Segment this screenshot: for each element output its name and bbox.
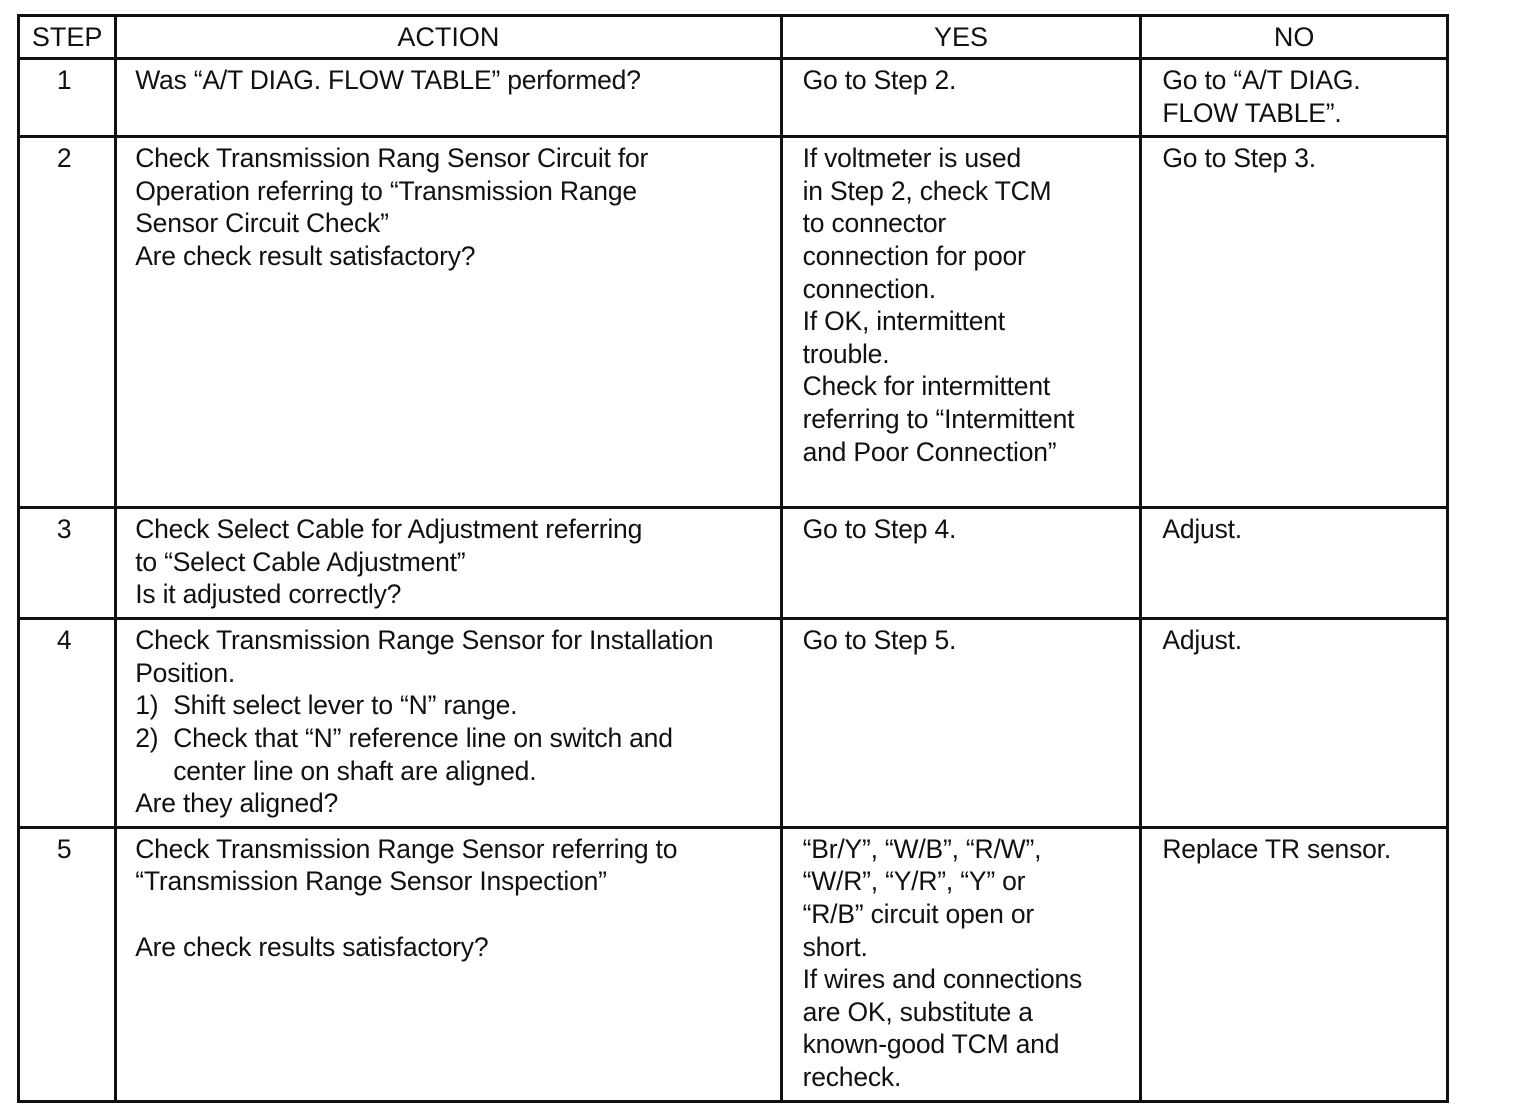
step-number: 4 xyxy=(56,625,72,656)
step-cell xyxy=(19,137,116,508)
yes-text: referring to “Intermittent xyxy=(802,403,1075,434)
substep-text xyxy=(173,689,517,722)
no-cell xyxy=(1141,137,1448,508)
action-text: Check Select Cable for Adjustment referring xyxy=(135,514,643,545)
step-number: 1 xyxy=(56,65,72,95)
action-text: Check Transmission Rang Sensor Circuit for xyxy=(135,143,649,174)
step-cell xyxy=(19,827,116,1101)
yes-text: connection. xyxy=(802,273,936,304)
action-cell xyxy=(116,619,781,828)
yes-text: in Step 2, check TCM xyxy=(802,175,1052,206)
no-text: Replace TR sensor. xyxy=(1162,833,1391,864)
step-cell xyxy=(19,619,116,828)
yes-text: trouble. xyxy=(802,338,890,369)
spacer xyxy=(135,898,773,931)
yes-text: recheck. xyxy=(802,1061,902,1092)
step-number: 2 xyxy=(56,143,72,174)
action-text: to “Select Cable Adjustment” xyxy=(135,546,466,577)
substep-line: Shift select lever to “N” range. xyxy=(173,690,518,721)
yes-text: short. xyxy=(802,931,868,962)
step-cell xyxy=(19,59,116,137)
yes-text: If OK, intermittent xyxy=(802,306,1005,337)
table-header xyxy=(19,16,1448,59)
step-number: 5 xyxy=(56,833,72,864)
yes-text: Go to Step 5. xyxy=(802,625,957,656)
no-cell xyxy=(1141,59,1448,137)
table-row xyxy=(19,827,1448,1101)
yes-cell xyxy=(781,827,1141,1101)
action-text: Check Transmission Range Sensor for Installation xyxy=(135,625,714,656)
yes-text: connection for poor xyxy=(802,240,1026,271)
yes-text: If voltmeter is used xyxy=(802,143,1021,174)
action-substep xyxy=(135,722,773,787)
action-text: Operation referring to “Transmission Range xyxy=(135,175,637,206)
yes-text: “Br/Y”, “W/B”, “R/W”, xyxy=(802,833,1042,864)
yes-cell xyxy=(781,59,1141,137)
yes-text: Go to Step 2. xyxy=(802,65,957,95)
action-text: “Transmission Range Sensor Inspection” xyxy=(135,866,607,897)
yes-cell xyxy=(781,508,1141,619)
yes-text: are OK, substitute a xyxy=(802,996,1033,1027)
yes-text: If wires and connections xyxy=(802,964,1083,995)
table-row xyxy=(19,59,1448,137)
action-text: Was “A/T DIAG. FLOW TABLE” performed? xyxy=(135,65,641,95)
step-cell xyxy=(19,508,116,619)
yes-text: “W/R”, “Y/R”, “Y” or xyxy=(802,866,1026,897)
header-no: NO xyxy=(1141,16,1448,59)
no-cell xyxy=(1141,619,1448,828)
no-cell xyxy=(1141,827,1448,1101)
header-action: ACTION xyxy=(116,16,781,59)
diagnostic-flow-table xyxy=(17,14,1449,1103)
substep-number: 2) xyxy=(135,722,159,753)
no-text: Adjust. xyxy=(1162,625,1242,656)
step-number: 3 xyxy=(56,514,72,545)
no-cell xyxy=(1141,508,1448,619)
substep-line: center line on shaft are aligned. xyxy=(173,755,537,786)
action-cell xyxy=(116,137,781,508)
table-row xyxy=(19,619,1448,828)
no-text: Go to “A/T DIAG. xyxy=(1162,65,1361,95)
yes-cell xyxy=(781,137,1141,508)
yes-text: “R/B” circuit open or xyxy=(802,898,1035,929)
yes-text: known-good TCM and xyxy=(802,1029,1060,1060)
action-question: Are check result satisfactory? xyxy=(135,240,476,271)
yes-text: Go to Step 4. xyxy=(802,514,957,545)
action-cell xyxy=(116,59,781,137)
no-text: Go to Step 3. xyxy=(1162,143,1316,174)
yes-cell xyxy=(781,619,1141,828)
yes-text: Check for intermittent xyxy=(802,371,1051,402)
no-text: FLOW TABLE”. xyxy=(1162,97,1342,128)
table-row xyxy=(19,137,1448,508)
no-text: Adjust. xyxy=(1162,514,1242,545)
header-step: STEP xyxy=(19,16,116,59)
yes-text: to connector xyxy=(802,208,947,239)
yes-text: and Poor Connection” xyxy=(802,436,1057,467)
header-yes: YES xyxy=(781,16,1141,59)
action-text: Check Transmission Range Sensor referring to xyxy=(135,833,678,864)
substep-number: 1) xyxy=(135,690,159,721)
action-cell xyxy=(116,827,781,1101)
action-cell xyxy=(116,508,781,619)
substep-line: Check that “N” reference line on switch and xyxy=(173,722,673,753)
action-question: Are check results satisfactory? xyxy=(135,931,489,962)
action-question: Is it adjusted correctly? xyxy=(135,579,402,610)
action-substep xyxy=(135,689,773,722)
substep-text xyxy=(173,722,673,787)
action-text: Position. xyxy=(135,657,236,688)
table-row xyxy=(19,508,1448,619)
action-text: Sensor Circuit Check” xyxy=(135,208,389,239)
action-question: Are they aligned? xyxy=(135,788,339,819)
